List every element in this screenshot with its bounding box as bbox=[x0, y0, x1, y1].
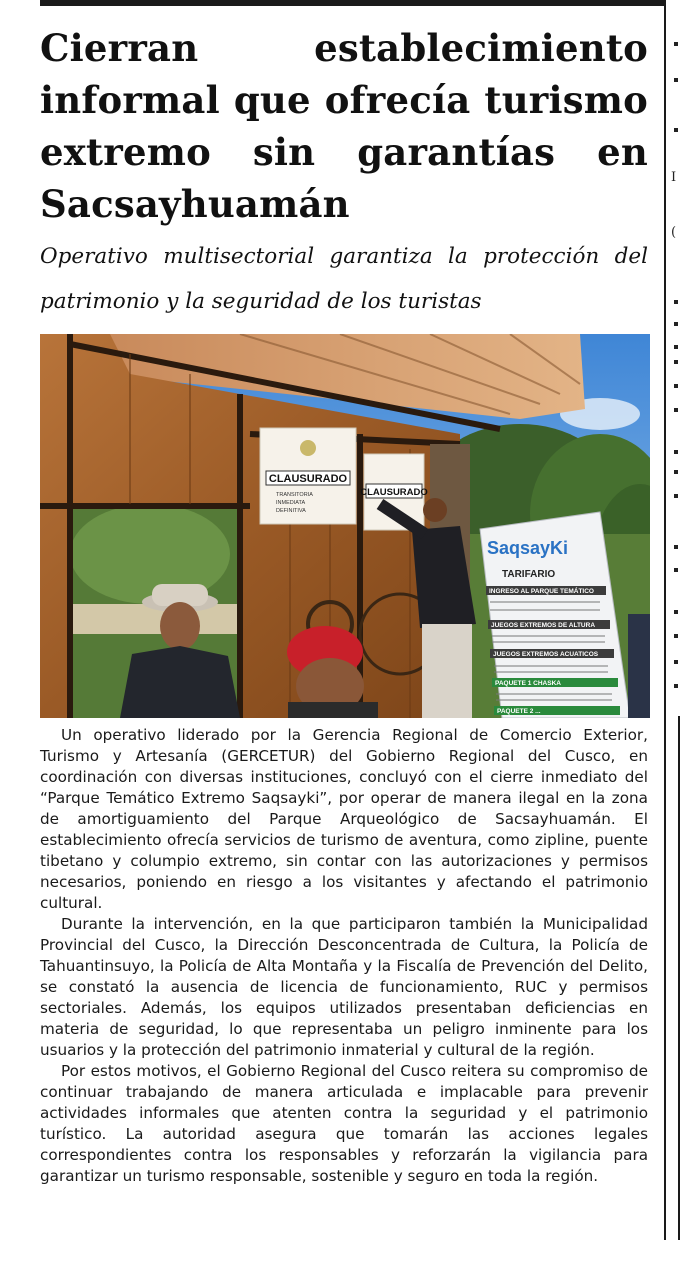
seal-1-option: INMEDIATA bbox=[276, 500, 306, 506]
article-paragraph: Durante la intervención, en la que participaron también la Municipalidad Provincial del Cusco, la Dirección Desconcentrada de Cultura, la Policía de Tahuantinsuyo, la Policía de Alta Montaña y la Fiscalía de Prevención del Delito, se constató la ausencia de licencia de funcionamiento, RUC y permisos sectoriales. Además, los equipos utilizados presentaban deficiencias en materia de seguridad, lo que representaba un peligro inminente para los usuarios y la protección del patrimonio inmaterial y cultural de la región. bbox=[40, 915, 648, 1059]
top-rule bbox=[40, 0, 664, 6]
article-photo bbox=[40, 334, 650, 718]
banner-title: TARIFARIO bbox=[502, 569, 556, 580]
banner-section: INGRESO AL PARQUE TEMÁTICO bbox=[489, 588, 594, 595]
banner-section: JUEGOS EXTREMOS DE ALTURA bbox=[491, 622, 596, 629]
seal-2-title: CLAUSURADO bbox=[360, 487, 428, 498]
adjacent-column-cutoff: I ( bbox=[668, 0, 680, 1240]
banner-section: JUEGOS EXTREMOS ACUATICOS bbox=[493, 651, 599, 658]
banner-section: PAQUETE 2 ... bbox=[497, 708, 541, 715]
seal-1-option: TRANSITORIA bbox=[276, 492, 313, 498]
clausurado-seal-1 bbox=[260, 428, 356, 524]
column-divider bbox=[664, 0, 666, 1240]
banner-brand: SaqsayKi bbox=[487, 538, 569, 558]
banner-section: PAQUETE 1 CHASKA bbox=[495, 680, 561, 687]
article-body bbox=[40, 725, 648, 1187]
seal-1-option: DEFINITIVA bbox=[276, 508, 306, 514]
article-paragraph: Por estos motivos, el Gobierno Regional del Cusco reitera su compromiso de continuar trabajando de manera articulada e implacable para prevenir actividades informales que atenten contra la seguridad y el patrimonio turístico. La autoridad asegura que tomarán las acciones legales correspondientes contra los responsables y reforzarán la vigilancia para garantizar un turismo responsable, sostenible y seguro en toda la región. bbox=[40, 1062, 648, 1185]
article-paragraph: Un operativo liderado por la Gerencia Regional de Comercio Exterior, Turismo y Artesanía (GERCETUR) del Gobierno Regional del Cusco, en coordinación con diversas instituciones, concluyó con el cierre inmediato del “Parque Temático Extremo Saqsayki”, por operar de manera ilegal en la zona de amortiguamiento del Parque Arqueológico de Sacsayhuamán. El establecimiento ofrecía servicios de turismo de aventura, como zipline, puente tibetano y columpio extremo, sin contar con las autorizaciones y permisos necesarios, poniendo en riesgo a los visitantes y afectando el patrimonio cultural. bbox=[40, 726, 648, 912]
seal-1-title: CLAUSURADO bbox=[268, 473, 348, 485]
photo-illustration bbox=[40, 334, 650, 718]
article-headline: Cierran establecimiento informal que ofrecía turismo extremo sin garantías en Sacsayhuamán bbox=[40, 26, 648, 226]
article-subheadline: Operativo multisectorial garantiza la protección del patrimonio y la seguridad de los turistas bbox=[40, 244, 648, 314]
